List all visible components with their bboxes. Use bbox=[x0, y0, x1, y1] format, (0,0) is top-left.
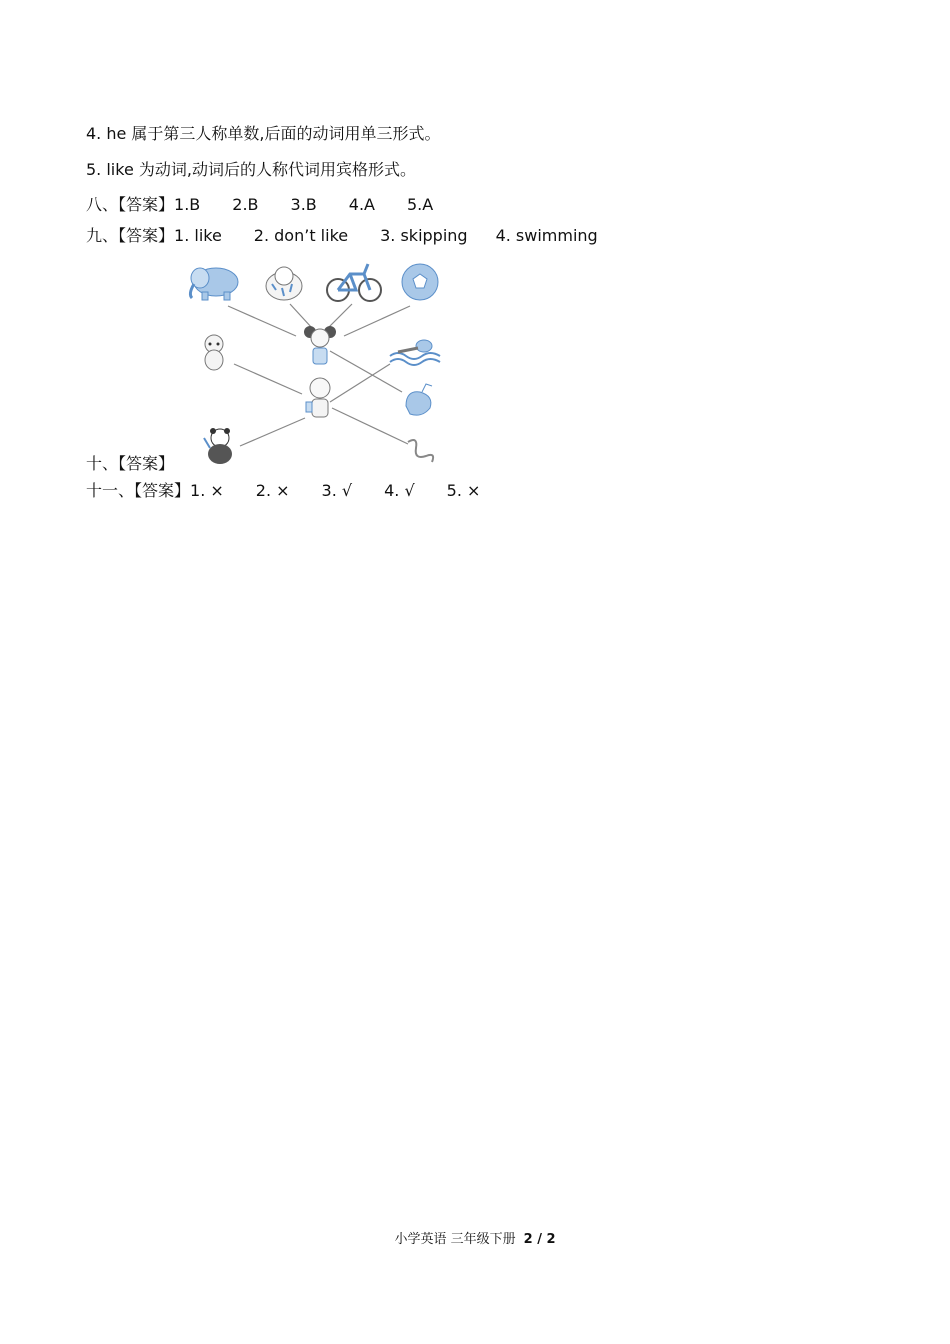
monkey-icon bbox=[205, 335, 223, 370]
answer-item: 5. × bbox=[446, 481, 481, 500]
answer-9 bbox=[86, 226, 598, 246]
answer-item: 1.B bbox=[174, 195, 201, 214]
elephant-icon bbox=[190, 268, 238, 300]
footer-title: 小学英语 三年级下册 bbox=[394, 1232, 516, 1247]
swimming-icon bbox=[390, 340, 440, 365]
answer-item: 4.A bbox=[348, 195, 375, 214]
answer-item: 1. like bbox=[174, 226, 222, 245]
kite-icon bbox=[406, 384, 432, 415]
page-footer bbox=[0, 1228, 950, 1247]
answer-10: 十、【答案】 bbox=[86, 454, 175, 473]
panda-icon bbox=[204, 428, 232, 464]
answer-item: 3. skipping bbox=[380, 226, 468, 245]
explanation-4: 4. he 属于第三人称单数,后面的动词用单三形式。 bbox=[86, 124, 441, 143]
football-icon bbox=[402, 264, 438, 300]
explanation-5: 5. like 为动词,动词后的人称代词用宾格形式。 bbox=[86, 160, 416, 179]
answer-item: 2.B bbox=[232, 195, 259, 214]
answer-11-label: 十一、【答案】 bbox=[86, 481, 191, 500]
answer-item: 3. √ bbox=[321, 481, 353, 500]
answer-item: 1. × bbox=[190, 481, 224, 500]
answer-item: 2. don’t like bbox=[253, 226, 349, 245]
answer-11 bbox=[86, 481, 480, 501]
tiger-icon bbox=[266, 267, 302, 300]
answer-item: 3.B bbox=[290, 195, 317, 214]
page-number: 2 / 2 bbox=[523, 1232, 556, 1247]
answer-item: 2. × bbox=[255, 481, 290, 500]
answer-item: 4. swimming bbox=[495, 226, 598, 245]
answer-item: 4. √ bbox=[384, 481, 415, 500]
matching-diagram bbox=[180, 256, 450, 466]
bicycle-icon bbox=[327, 264, 381, 301]
answer-9-label: 九、【答案】 bbox=[86, 226, 175, 245]
boy-icon bbox=[306, 378, 330, 417]
answer-item: 5.A bbox=[406, 195, 434, 214]
answer-8 bbox=[86, 195, 433, 215]
answer-8-label: 八、【答案】 bbox=[86, 195, 175, 214]
girl-icon bbox=[304, 326, 336, 364]
rope-icon bbox=[408, 440, 433, 462]
